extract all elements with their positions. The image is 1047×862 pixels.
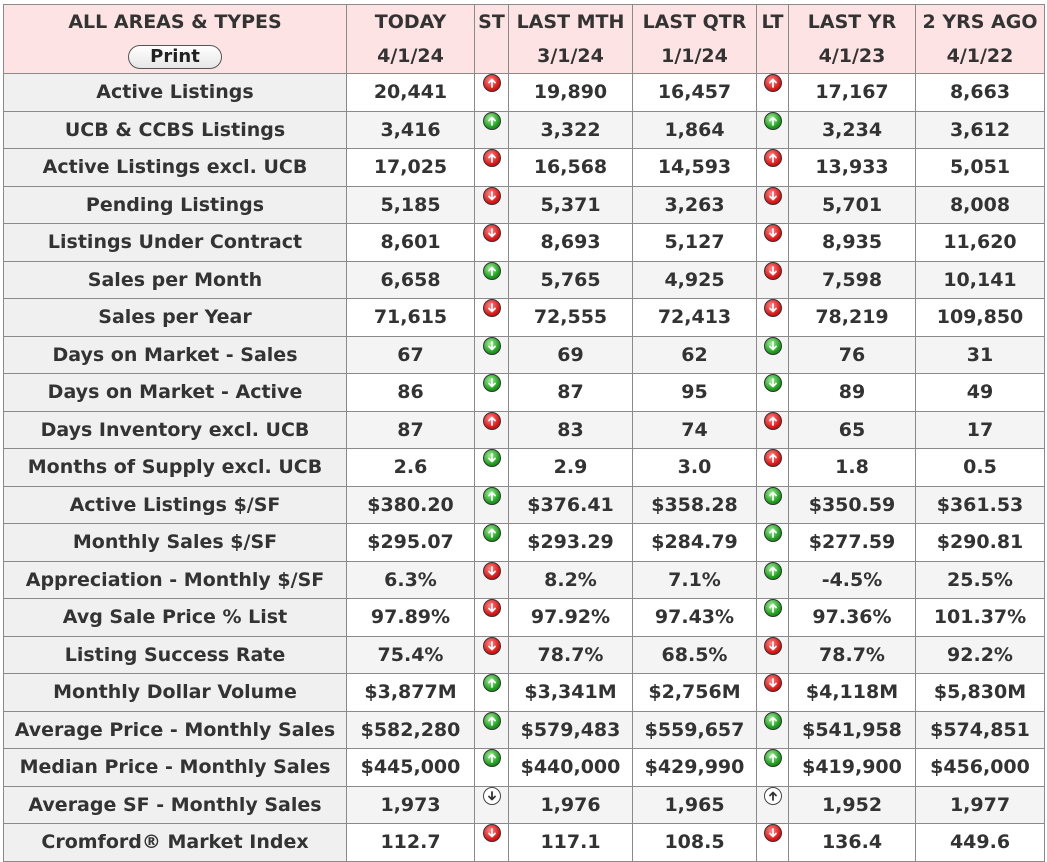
red-arrow-down-icon	[764, 824, 782, 842]
st-trend-cell	[475, 599, 509, 637]
red-arrow-up-icon	[483, 149, 501, 167]
today-cell: 67	[347, 336, 475, 374]
two-yrs-ago-cell: 1,977	[916, 786, 1045, 824]
green-arrow-up-icon	[483, 674, 501, 692]
red-arrow-down-icon	[483, 187, 501, 205]
table-row	[4, 149, 1045, 187]
red-arrow-down-icon	[764, 674, 782, 692]
two-yrs-ago-cell: 31	[916, 336, 1045, 374]
last-yr-cell: 97.36%	[789, 599, 916, 637]
last-mth-cell: 8,693	[509, 224, 633, 262]
last-mth-cell: 78.7%	[509, 636, 633, 674]
table-row	[4, 786, 1045, 824]
red-arrow-up-icon	[764, 149, 782, 167]
last-mth-cell: 97.92%	[509, 599, 633, 637]
table-row	[4, 411, 1045, 449]
lt-trend-cell	[757, 224, 789, 262]
st-trend-cell	[475, 374, 509, 412]
red-arrow-down-icon	[764, 262, 782, 280]
last-yr-cell: $277.59	[789, 524, 916, 562]
header-row	[4, 5, 1045, 74]
row-label: Days on Market - Sales	[4, 336, 347, 374]
last-yr-cell: 1.8	[789, 449, 916, 487]
two-yrs-ago-cell: $456,000	[916, 749, 1045, 787]
last-yr-cell: 13,933	[789, 149, 916, 187]
st-trend-cell	[475, 561, 509, 599]
st-trend-cell	[475, 486, 509, 524]
two-yrs-ago-cell: $290.81	[916, 524, 1045, 562]
two-yrs-ago-cell: 101.37%	[916, 599, 1045, 637]
last-mth-cell: 117.1	[509, 824, 633, 862]
last-qtr-cell: 5,127	[633, 224, 757, 262]
today-cell: 97.89%	[347, 599, 475, 637]
today-cell: 20,441	[347, 74, 475, 112]
two-yrs-ago-cell: 5,051	[916, 149, 1045, 187]
row-label: Active Listings	[4, 74, 347, 112]
st-trend-cell	[475, 149, 509, 187]
last-yr-cell: 65	[789, 411, 916, 449]
lt-trend-cell	[757, 786, 789, 824]
lt-trend-cell	[757, 149, 789, 187]
table-row	[4, 749, 1045, 787]
row-label: UCB & CCBS Listings	[4, 111, 347, 149]
table-row	[4, 299, 1045, 337]
table-row	[4, 824, 1045, 862]
two-yrs-ago-cell: $361.53	[916, 486, 1045, 524]
row-label: Average SF - Monthly Sales	[4, 786, 347, 824]
today-cell: 3,416	[347, 111, 475, 149]
last-mth-cell: 87	[509, 374, 633, 412]
today-cell: 75.4%	[347, 636, 475, 674]
two-yrs-ago-cell: 10,141	[916, 261, 1045, 299]
red-arrow-down-icon	[764, 299, 782, 317]
last-yr-cell: -4.5%	[789, 561, 916, 599]
table-row	[4, 186, 1045, 224]
last-mth-cell: 1,976	[509, 786, 633, 824]
st-trend-cell	[475, 74, 509, 112]
last-qtr-cell: 1,864	[633, 111, 757, 149]
today-cell: 6.3%	[347, 561, 475, 599]
st-trend-cell	[475, 749, 509, 787]
two-yrs-ago-cell: 25.5%	[916, 561, 1045, 599]
white-arrow-down-icon	[483, 787, 501, 805]
today-cell: 5,185	[347, 186, 475, 224]
lt-trend-cell	[757, 299, 789, 337]
last-qtr-cell: $358.28	[633, 486, 757, 524]
table-row	[4, 524, 1045, 562]
last-mth-cell: 5,371	[509, 186, 633, 224]
red-arrow-up-icon	[483, 412, 501, 430]
header-today: TODAY 4/1/24	[347, 5, 475, 74]
lt-trend-cell	[757, 186, 789, 224]
row-label: Pending Listings	[4, 186, 347, 224]
two-yrs-ago-cell: 49	[916, 374, 1045, 412]
last-mth-cell: $579,483	[509, 711, 633, 749]
red-arrow-up-icon	[764, 412, 782, 430]
red-arrow-down-icon	[483, 224, 501, 242]
table-row	[4, 711, 1045, 749]
header-area	[4, 5, 347, 74]
lt-trend-cell	[757, 74, 789, 112]
st-trend-cell	[475, 824, 509, 862]
last-qtr-cell: 4,925	[633, 261, 757, 299]
table-row	[4, 599, 1045, 637]
red-arrow-down-icon	[764, 637, 782, 655]
st-trend-cell	[475, 411, 509, 449]
table-row	[4, 111, 1045, 149]
table-row	[4, 374, 1045, 412]
lt-trend-cell	[757, 261, 789, 299]
row-label: Average Price - Monthly Sales	[4, 711, 347, 749]
today-cell: 87	[347, 411, 475, 449]
st-trend-cell	[475, 449, 509, 487]
today-cell: $582,280	[347, 711, 475, 749]
st-trend-cell	[475, 636, 509, 674]
table-row	[4, 561, 1045, 599]
two-yrs-ago-cell: 449.6	[916, 824, 1045, 862]
row-label: Sales per Month	[4, 261, 347, 299]
green-arrow-up-icon	[764, 562, 782, 580]
header-last-qtr: LAST QTR 1/1/24	[633, 5, 757, 74]
green-arrow-down-icon	[483, 374, 501, 392]
table-row	[4, 336, 1045, 374]
green-arrow-up-icon	[483, 262, 501, 280]
last-yr-cell: 8,935	[789, 224, 916, 262]
last-qtr-cell: 68.5%	[633, 636, 757, 674]
last-mth-cell: 3,322	[509, 111, 633, 149]
table-row	[4, 261, 1045, 299]
red-arrow-up-icon	[483, 74, 501, 92]
last-mth-cell: $3,341M	[509, 674, 633, 712]
st-trend-cell	[475, 524, 509, 562]
green-arrow-down-icon	[764, 374, 782, 392]
header-st: ST	[475, 5, 509, 74]
row-label: Appreciation - Monthly $/SF	[4, 561, 347, 599]
row-label: Median Price - Monthly Sales	[4, 749, 347, 787]
green-arrow-up-icon	[764, 712, 782, 730]
today-cell: $3,877M	[347, 674, 475, 712]
st-trend-cell	[475, 786, 509, 824]
last-mth-cell: 69	[509, 336, 633, 374]
st-trend-cell	[475, 674, 509, 712]
green-arrow-up-icon	[483, 524, 501, 542]
lt-trend-cell	[757, 561, 789, 599]
header-last-yr: LAST YR 4/1/23	[789, 5, 916, 74]
row-label: Active Listings $/SF	[4, 486, 347, 524]
st-trend-cell	[475, 711, 509, 749]
green-arrow-down-icon	[483, 449, 501, 467]
green-arrow-up-icon	[764, 599, 782, 617]
last-mth-cell: $376.41	[509, 486, 633, 524]
today-cell: $445,000	[347, 749, 475, 787]
two-yrs-ago-cell: 0.5	[916, 449, 1045, 487]
red-arrow-up-icon	[764, 449, 782, 467]
lt-trend-cell	[757, 711, 789, 749]
table-body	[4, 74, 1045, 862]
lt-trend-cell	[757, 486, 789, 524]
two-yrs-ago-cell: 92.2%	[916, 636, 1045, 674]
last-mth-cell: 5,765	[509, 261, 633, 299]
green-arrow-up-icon	[764, 112, 782, 130]
print-button[interactable]: Print	[128, 45, 222, 69]
table-row	[4, 449, 1045, 487]
last-yr-cell: 17,167	[789, 74, 916, 112]
two-yrs-ago-cell: 11,620	[916, 224, 1045, 262]
red-arrow-down-icon	[483, 299, 501, 317]
two-yrs-ago-cell: 17	[916, 411, 1045, 449]
today-cell: 71,615	[347, 299, 475, 337]
red-arrow-down-icon	[483, 599, 501, 617]
today-cell: 8,601	[347, 224, 475, 262]
last-yr-cell: 76	[789, 336, 916, 374]
lt-trend-cell	[757, 599, 789, 637]
table-row	[4, 674, 1045, 712]
last-mth-cell: 19,890	[509, 74, 633, 112]
lt-trend-cell	[757, 524, 789, 562]
two-yrs-ago-cell: $5,830M	[916, 674, 1045, 712]
two-yrs-ago-cell: 3,612	[916, 111, 1045, 149]
red-arrow-down-icon	[764, 187, 782, 205]
lt-trend-cell	[757, 411, 789, 449]
today-cell: $295.07	[347, 524, 475, 562]
last-mth-cell: 8.2%	[509, 561, 633, 599]
header-last-mth: LAST MTH 3/1/24	[509, 5, 633, 74]
last-yr-cell: 78,219	[789, 299, 916, 337]
last-qtr-cell: 1,965	[633, 786, 757, 824]
last-yr-cell: 78.7%	[789, 636, 916, 674]
last-qtr-cell: 14,593	[633, 149, 757, 187]
row-label: Monthly Sales $/SF	[4, 524, 347, 562]
row-label: Monthly Dollar Volume	[4, 674, 347, 712]
last-qtr-cell: $2,756M	[633, 674, 757, 712]
row-label: Days on Market - Active	[4, 374, 347, 412]
row-label: Active Listings excl. UCB	[4, 149, 347, 187]
today-cell: 6,658	[347, 261, 475, 299]
lt-trend-cell	[757, 336, 789, 374]
green-arrow-up-icon	[483, 112, 501, 130]
last-mth-cell: $293.29	[509, 524, 633, 562]
last-yr-cell: 136.4	[789, 824, 916, 862]
area-label: ALL AREAS & TYPES	[68, 11, 282, 33]
last-qtr-cell: $429,990	[633, 749, 757, 787]
lt-trend-cell	[757, 749, 789, 787]
st-trend-cell	[475, 186, 509, 224]
last-qtr-cell: 3,263	[633, 186, 757, 224]
st-trend-cell	[475, 224, 509, 262]
row-label: Cromford® Market Index	[4, 824, 347, 862]
table-row	[4, 636, 1045, 674]
last-qtr-cell: 108.5	[633, 824, 757, 862]
table-row	[4, 486, 1045, 524]
row-label: Avg Sale Price % List	[4, 599, 347, 637]
last-qtr-cell: 72,413	[633, 299, 757, 337]
last-qtr-cell: 97.43%	[633, 599, 757, 637]
last-yr-cell: 1,952	[789, 786, 916, 824]
last-yr-cell: $541,958	[789, 711, 916, 749]
last-qtr-cell: $284.79	[633, 524, 757, 562]
last-qtr-cell: 62	[633, 336, 757, 374]
lt-trend-cell	[757, 449, 789, 487]
row-label: Days Inventory excl. UCB	[4, 411, 347, 449]
last-mth-cell: 2.9	[509, 449, 633, 487]
last-qtr-cell: 95	[633, 374, 757, 412]
last-yr-cell: $4,118M	[789, 674, 916, 712]
two-yrs-ago-cell: $574,851	[916, 711, 1045, 749]
green-arrow-down-icon	[764, 337, 782, 355]
lt-trend-cell	[757, 636, 789, 674]
header-lt: LT	[757, 5, 789, 74]
st-trend-cell	[475, 111, 509, 149]
last-mth-cell: $440,000	[509, 749, 633, 787]
red-arrow-down-icon	[483, 562, 501, 580]
two-yrs-ago-cell: 8,663	[916, 74, 1045, 112]
green-arrow-up-icon	[764, 487, 782, 505]
table-row	[4, 224, 1045, 262]
green-arrow-up-icon	[764, 749, 782, 767]
today-cell: 17,025	[347, 149, 475, 187]
two-yrs-ago-cell: 109,850	[916, 299, 1045, 337]
table-row	[4, 74, 1045, 112]
two-yrs-ago-cell: 8,008	[916, 186, 1045, 224]
today-cell: 112.7	[347, 824, 475, 862]
last-mth-cell: 72,555	[509, 299, 633, 337]
last-qtr-cell: 3.0	[633, 449, 757, 487]
st-trend-cell	[475, 299, 509, 337]
last-qtr-cell: 16,457	[633, 74, 757, 112]
lt-trend-cell	[757, 824, 789, 862]
row-label: Months of Supply excl. UCB	[4, 449, 347, 487]
today-cell: 86	[347, 374, 475, 412]
last-qtr-cell: 7.1%	[633, 561, 757, 599]
st-trend-cell	[475, 336, 509, 374]
last-yr-cell: 5,701	[789, 186, 916, 224]
row-label: Sales per Year	[4, 299, 347, 337]
red-arrow-down-icon	[483, 637, 501, 655]
red-arrow-down-icon	[764, 224, 782, 242]
lt-trend-cell	[757, 111, 789, 149]
lt-trend-cell	[757, 674, 789, 712]
last-mth-cell: 16,568	[509, 149, 633, 187]
green-arrow-down-icon	[483, 337, 501, 355]
today-cell: 1,973	[347, 786, 475, 824]
row-label: Listing Success Rate	[4, 636, 347, 674]
today-cell: 2.6	[347, 449, 475, 487]
last-mth-cell: 83	[509, 411, 633, 449]
last-yr-cell: 7,598	[789, 261, 916, 299]
last-yr-cell: 89	[789, 374, 916, 412]
last-yr-cell: 3,234	[789, 111, 916, 149]
white-arrow-up-icon	[764, 787, 782, 805]
green-arrow-up-icon	[483, 749, 501, 767]
today-cell: $380.20	[347, 486, 475, 524]
green-arrow-up-icon	[483, 487, 501, 505]
last-yr-cell: $350.59	[789, 486, 916, 524]
green-arrow-up-icon	[764, 524, 782, 542]
row-label: Listings Under Contract	[4, 224, 347, 262]
lt-trend-cell	[757, 374, 789, 412]
red-arrow-up-icon	[764, 74, 782, 92]
header-two-yrs-ago: 2 YRS AGO 4/1/22	[916, 5, 1045, 74]
red-arrow-down-icon	[483, 824, 501, 842]
st-trend-cell	[475, 261, 509, 299]
last-qtr-cell: 74	[633, 411, 757, 449]
green-arrow-up-icon	[483, 712, 501, 730]
last-qtr-cell: $559,657	[633, 711, 757, 749]
market-summary-table	[3, 4, 1045, 862]
last-yr-cell: $419,900	[789, 749, 916, 787]
